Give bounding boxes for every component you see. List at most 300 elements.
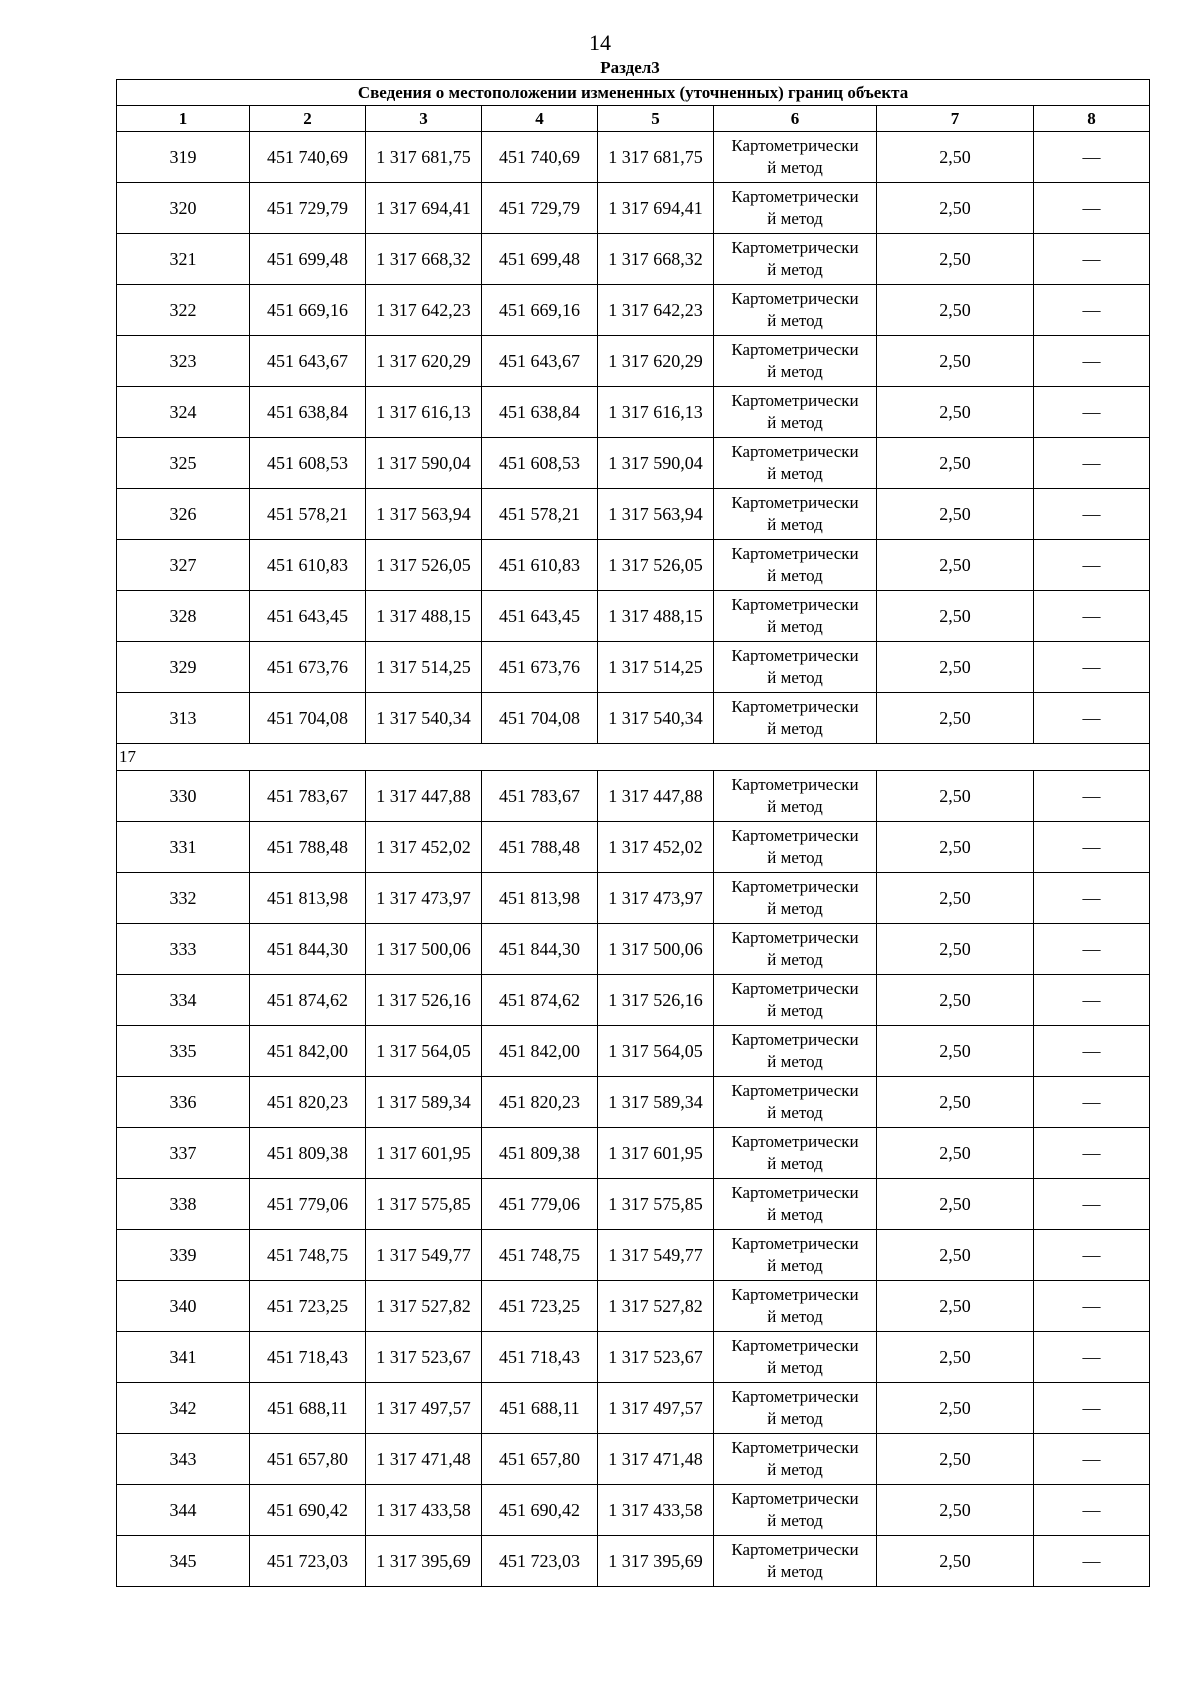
table-row: [117, 489, 1150, 540]
point-number-cell: 325: [117, 438, 250, 489]
page-number: 14: [589, 30, 611, 55]
y-existing-cell: 1 317 575,85: [366, 1179, 482, 1230]
y-existing-cell: 1 317 500,06: [366, 924, 482, 975]
table-row: [117, 873, 1150, 924]
note-cell: —: [1034, 489, 1150, 540]
point-number-cell: 339: [117, 1230, 250, 1281]
method-line-1: Картометрически: [731, 775, 859, 794]
note-cell: —: [1034, 975, 1150, 1026]
note-cell: —: [1034, 924, 1150, 975]
method-line-2: й метод: [767, 899, 823, 918]
x-new-cell: 451 673,76: [482, 642, 598, 693]
method-cell: [714, 1077, 877, 1128]
x-existing-cell: 451 578,21: [250, 489, 366, 540]
table-row: [117, 1230, 1150, 1281]
y-existing-cell: 1 317 601,95: [366, 1128, 482, 1179]
method-cell: [714, 1332, 877, 1383]
method-line-2: й метод: [767, 668, 823, 687]
y-existing-cell: 1 317 642,23: [366, 285, 482, 336]
point-number-cell: 338: [117, 1179, 250, 1230]
table-row: [117, 924, 1150, 975]
method-cell: [714, 975, 877, 1026]
method-line-1: Картометрически: [731, 877, 859, 896]
method-line-2: й метод: [767, 158, 823, 177]
table-row: [117, 693, 1150, 744]
note-cell: —: [1034, 1332, 1150, 1383]
method-line-2: й метод: [767, 566, 823, 585]
x-existing-cell: 451 723,25: [250, 1281, 366, 1332]
x-new-cell: 451 748,75: [482, 1230, 598, 1281]
table-body: [117, 80, 1150, 1587]
y-existing-cell: 1 317 589,34: [366, 1077, 482, 1128]
y-existing-cell: 1 317 395,69: [366, 1536, 482, 1587]
y-new-cell: 1 317 473,97: [598, 873, 714, 924]
accuracy-cell: 2,50: [877, 1332, 1034, 1383]
point-number-cell: 333: [117, 924, 250, 975]
table-row: [117, 1179, 1150, 1230]
method-cell: [714, 771, 877, 822]
point-number-cell: 342: [117, 1383, 250, 1434]
method-line-1: Картометрически: [731, 1285, 859, 1304]
method-line-2: й метод: [767, 260, 823, 279]
method-cell: [714, 489, 877, 540]
method-cell: [714, 822, 877, 873]
method-line-2: й метод: [767, 1001, 823, 1020]
x-existing-cell: 451 718,43: [250, 1332, 366, 1383]
x-new-cell: 451 842,00: [482, 1026, 598, 1077]
y-new-cell: 1 317 527,82: [598, 1281, 714, 1332]
x-existing-cell: 451 673,76: [250, 642, 366, 693]
y-existing-cell: 1 317 527,82: [366, 1281, 482, 1332]
method-line-2: й метод: [767, 1103, 823, 1122]
x-new-cell: 451 809,38: [482, 1128, 598, 1179]
method-cell: [714, 387, 877, 438]
note-cell: —: [1034, 1485, 1150, 1536]
y-existing-cell: 1 317 563,94: [366, 489, 482, 540]
y-existing-cell: 1 317 471,48: [366, 1434, 482, 1485]
point-number-cell: 332: [117, 873, 250, 924]
x-new-cell: 451 820,23: [482, 1077, 598, 1128]
accuracy-cell: 2,50: [877, 1281, 1034, 1332]
table-row: [117, 183, 1150, 234]
x-existing-cell: 451 638,84: [250, 387, 366, 438]
method-cell: [714, 1230, 877, 1281]
point-number-cell: 343: [117, 1434, 250, 1485]
note-cell: —: [1034, 285, 1150, 336]
x-existing-cell: 451 657,80: [250, 1434, 366, 1485]
y-existing-cell: 1 317 590,04: [366, 438, 482, 489]
contour-label: 17: [117, 744, 1150, 771]
point-number-cell: 321: [117, 234, 250, 285]
method-line-2: й метод: [767, 1307, 823, 1326]
method-cell: [714, 285, 877, 336]
table-row: [117, 975, 1150, 1026]
x-new-cell: 451 688,11: [482, 1383, 598, 1434]
x-new-cell: 451 729,79: [482, 183, 598, 234]
x-existing-cell: 451 813,98: [250, 873, 366, 924]
accuracy-cell: 2,50: [877, 771, 1034, 822]
method-line-1: Картометрически: [731, 1030, 859, 1049]
point-number-cell: 340: [117, 1281, 250, 1332]
method-line-1: Картометрически: [731, 1438, 859, 1457]
y-new-cell: 1 317 452,02: [598, 822, 714, 873]
point-number-cell: 327: [117, 540, 250, 591]
method-line-1: Картометрически: [731, 979, 859, 998]
note-cell: —: [1034, 591, 1150, 642]
x-new-cell: 451 788,48: [482, 822, 598, 873]
method-line-2: й метод: [767, 362, 823, 381]
table-row: [117, 591, 1150, 642]
point-number-cell: 335: [117, 1026, 250, 1077]
y-existing-cell: 1 317 497,57: [366, 1383, 482, 1434]
x-new-cell: 451 723,25: [482, 1281, 598, 1332]
y-existing-cell: 1 317 473,97: [366, 873, 482, 924]
x-existing-cell: 451 704,08: [250, 693, 366, 744]
y-new-cell: 1 317 540,34: [598, 693, 714, 744]
method-line-2: й метод: [767, 464, 823, 483]
y-existing-cell: 1 317 694,41: [366, 183, 482, 234]
method-line-1: Картометрически: [731, 1540, 859, 1559]
accuracy-cell: 2,50: [877, 1434, 1034, 1485]
accuracy-cell: 2,50: [877, 1230, 1034, 1281]
y-new-cell: 1 317 433,58: [598, 1485, 714, 1536]
table-row: [117, 1281, 1150, 1332]
y-new-cell: 1 317 500,06: [598, 924, 714, 975]
note-cell: —: [1034, 336, 1150, 387]
note-cell: —: [1034, 1128, 1150, 1179]
y-existing-cell: 1 317 681,75: [366, 132, 482, 183]
method-line-2: й метод: [767, 1562, 823, 1581]
x-existing-cell: 451 699,48: [250, 234, 366, 285]
method-line-2: й метод: [767, 1205, 823, 1224]
y-existing-cell: 1 317 620,29: [366, 336, 482, 387]
method-line-2: й метод: [767, 1052, 823, 1071]
y-existing-cell: 1 317 433,58: [366, 1485, 482, 1536]
accuracy-cell: 2,50: [877, 1536, 1034, 1587]
method-cell: [714, 1485, 877, 1536]
method-cell: [714, 693, 877, 744]
y-existing-cell: 1 317 514,25: [366, 642, 482, 693]
method-line-1: Картометрически: [731, 646, 859, 665]
y-new-cell: 1 317 694,41: [598, 183, 714, 234]
note-cell: —: [1034, 642, 1150, 693]
y-new-cell: 1 317 563,94: [598, 489, 714, 540]
method-cell: [714, 1383, 877, 1434]
column-number: 4: [482, 106, 598, 132]
note-cell: —: [1034, 132, 1150, 183]
x-existing-cell: 451 740,69: [250, 132, 366, 183]
y-new-cell: 1 317 526,16: [598, 975, 714, 1026]
note-cell: —: [1034, 873, 1150, 924]
accuracy-cell: 2,50: [877, 234, 1034, 285]
x-existing-cell: 451 779,06: [250, 1179, 366, 1230]
x-new-cell: 451 704,08: [482, 693, 598, 744]
table-row: [117, 1332, 1150, 1383]
method-line-2: й метод: [767, 515, 823, 534]
accuracy-cell: 2,50: [877, 975, 1034, 1026]
point-number-cell: 331: [117, 822, 250, 873]
x-new-cell: 451 874,62: [482, 975, 598, 1026]
table-row: [117, 771, 1150, 822]
y-new-cell: 1 317 447,88: [598, 771, 714, 822]
x-existing-cell: 451 748,75: [250, 1230, 366, 1281]
accuracy-cell: 2,50: [877, 438, 1034, 489]
x-existing-cell: 451 783,67: [250, 771, 366, 822]
method-line-2: й метод: [767, 1358, 823, 1377]
method-line-1: Картометрически: [731, 697, 859, 716]
method-cell: [714, 1434, 877, 1485]
method-cell: [714, 1281, 877, 1332]
y-new-cell: 1 317 523,67: [598, 1332, 714, 1383]
method-cell: [714, 132, 877, 183]
column-number: 6: [714, 106, 877, 132]
method-line-2: й метод: [767, 950, 823, 969]
y-new-cell: 1 317 616,13: [598, 387, 714, 438]
accuracy-cell: 2,50: [877, 336, 1034, 387]
y-existing-cell: 1 317 668,32: [366, 234, 482, 285]
point-number-cell: 344: [117, 1485, 250, 1536]
accuracy-cell: 2,50: [877, 489, 1034, 540]
accuracy-cell: 2,50: [877, 822, 1034, 873]
method-cell: [714, 540, 877, 591]
y-new-cell: 1 317 575,85: [598, 1179, 714, 1230]
contour-group-row: [117, 744, 1150, 771]
method-cell: [714, 1026, 877, 1077]
x-existing-cell: 451 788,48: [250, 822, 366, 873]
note-cell: —: [1034, 1077, 1150, 1128]
x-existing-cell: 451 874,62: [250, 975, 366, 1026]
table-row: [117, 1434, 1150, 1485]
y-new-cell: 1 317 601,95: [598, 1128, 714, 1179]
method-line-1: Картометрически: [731, 595, 859, 614]
method-line-2: й метод: [767, 1409, 823, 1428]
table-row: [117, 1485, 1150, 1536]
column-number: 5: [598, 106, 714, 132]
y-existing-cell: 1 317 540,34: [366, 693, 482, 744]
point-number-cell: 326: [117, 489, 250, 540]
table-row: [117, 387, 1150, 438]
x-new-cell: 451 643,45: [482, 591, 598, 642]
x-new-cell: 451 608,53: [482, 438, 598, 489]
method-line-1: Картометрически: [731, 928, 859, 947]
column-number: 2: [250, 106, 366, 132]
note-cell: —: [1034, 1026, 1150, 1077]
method-line-2: й метод: [767, 209, 823, 228]
method-line-1: Картометрически: [731, 442, 859, 461]
y-existing-cell: 1 317 526,05: [366, 540, 482, 591]
table-title: Сведения о местоположении измененных (уточненных) границ объекта: [117, 80, 1150, 106]
accuracy-cell: 2,50: [877, 591, 1034, 642]
x-new-cell: 451 699,48: [482, 234, 598, 285]
method-line-1: Картометрически: [731, 1336, 859, 1355]
coordinates-table: [116, 79, 1150, 1587]
method-line-1: Картометрически: [731, 340, 859, 359]
column-number: 1: [117, 106, 250, 132]
method-line-2: й метод: [767, 1256, 823, 1275]
point-number-cell: 323: [117, 336, 250, 387]
method-line-2: й метод: [767, 797, 823, 816]
method-line-1: Картометрически: [731, 1489, 859, 1508]
method-line-1: Картометрически: [731, 826, 859, 845]
note-cell: —: [1034, 387, 1150, 438]
x-existing-cell: 451 809,38: [250, 1128, 366, 1179]
point-number-cell: 319: [117, 132, 250, 183]
column-number: 3: [366, 106, 482, 132]
method-line-2: й метод: [767, 311, 823, 330]
table-row: [117, 822, 1150, 873]
table-row: [117, 1077, 1150, 1128]
note-cell: —: [1034, 1383, 1150, 1434]
y-new-cell: 1 317 497,57: [598, 1383, 714, 1434]
y-existing-cell: 1 317 447,88: [366, 771, 482, 822]
note-cell: —: [1034, 1536, 1150, 1587]
accuracy-cell: 2,50: [877, 642, 1034, 693]
x-existing-cell: 451 820,23: [250, 1077, 366, 1128]
x-new-cell: 451 669,16: [482, 285, 598, 336]
x-new-cell: 451 718,43: [482, 1332, 598, 1383]
table-row: [117, 336, 1150, 387]
x-new-cell: 451 657,80: [482, 1434, 598, 1485]
note-cell: —: [1034, 1281, 1150, 1332]
method-line-1: Картометрически: [731, 187, 859, 206]
x-new-cell: 451 813,98: [482, 873, 598, 924]
method-line-1: Картометрически: [731, 1387, 859, 1406]
x-new-cell: 451 643,67: [482, 336, 598, 387]
x-new-cell: 451 844,30: [482, 924, 598, 975]
accuracy-cell: 2,50: [877, 540, 1034, 591]
point-number-cell: 330: [117, 771, 250, 822]
accuracy-cell: 2,50: [877, 1077, 1034, 1128]
x-existing-cell: 451 844,30: [250, 924, 366, 975]
column-numbers-row: [117, 106, 1150, 132]
method-line-1: Картометрически: [731, 1081, 859, 1100]
column-number: 8: [1034, 106, 1150, 132]
table-row: [117, 1383, 1150, 1434]
method-line-1: Картометрически: [731, 1234, 859, 1253]
table-title-row: [117, 80, 1150, 106]
x-new-cell: 451 783,67: [482, 771, 598, 822]
method-line-1: Картометрически: [731, 544, 859, 563]
y-new-cell: 1 317 590,04: [598, 438, 714, 489]
table-row: [117, 540, 1150, 591]
y-existing-cell: 1 317 549,77: [366, 1230, 482, 1281]
accuracy-cell: 2,50: [877, 873, 1034, 924]
y-new-cell: 1 317 471,48: [598, 1434, 714, 1485]
y-new-cell: 1 317 668,32: [598, 234, 714, 285]
accuracy-cell: 2,50: [877, 387, 1034, 438]
method-line-2: й метод: [767, 848, 823, 867]
y-existing-cell: 1 317 452,02: [366, 822, 482, 873]
note-cell: —: [1034, 1230, 1150, 1281]
x-existing-cell: 451 842,00: [250, 1026, 366, 1077]
x-existing-cell: 451 729,79: [250, 183, 366, 234]
point-number-cell: 345: [117, 1536, 250, 1587]
x-existing-cell: 451 643,45: [250, 591, 366, 642]
point-number-cell: 334: [117, 975, 250, 1026]
table-row: [117, 438, 1150, 489]
point-number-cell: 313: [117, 693, 250, 744]
y-new-cell: 1 317 564,05: [598, 1026, 714, 1077]
point-number-cell: 324: [117, 387, 250, 438]
accuracy-cell: 2,50: [877, 693, 1034, 744]
point-number-cell: 322: [117, 285, 250, 336]
x-new-cell: 451 723,03: [482, 1536, 598, 1587]
method-line-1: Картометрически: [731, 136, 859, 155]
point-number-cell: 329: [117, 642, 250, 693]
accuracy-cell: 2,50: [877, 1179, 1034, 1230]
y-existing-cell: 1 317 523,67: [366, 1332, 482, 1383]
y-existing-cell: 1 317 488,15: [366, 591, 482, 642]
x-existing-cell: 451 688,11: [250, 1383, 366, 1434]
note-cell: —: [1034, 234, 1150, 285]
method-line-2: й метод: [767, 1154, 823, 1173]
y-new-cell: 1 317 514,25: [598, 642, 714, 693]
x-new-cell: 451 578,21: [482, 489, 598, 540]
accuracy-cell: 2,50: [877, 1128, 1034, 1179]
method-cell: [714, 183, 877, 234]
method-cell: [714, 1179, 877, 1230]
method-cell: [714, 1128, 877, 1179]
note-cell: —: [1034, 771, 1150, 822]
method-line-1: Картометрически: [731, 238, 859, 257]
point-number-cell: 337: [117, 1128, 250, 1179]
note-cell: —: [1034, 693, 1150, 744]
method-line-2: й метод: [767, 413, 823, 432]
x-new-cell: 451 690,42: [482, 1485, 598, 1536]
y-existing-cell: 1 317 564,05: [366, 1026, 482, 1077]
method-cell: [714, 438, 877, 489]
table-row: [117, 132, 1150, 183]
method-line-1: Картометрически: [731, 1132, 859, 1151]
accuracy-cell: 2,50: [877, 132, 1034, 183]
section-title: Раздел3: [600, 58, 660, 77]
y-new-cell: 1 317 681,75: [598, 132, 714, 183]
y-new-cell: 1 317 488,15: [598, 591, 714, 642]
x-existing-cell: 451 690,42: [250, 1485, 366, 1536]
x-existing-cell: 451 643,67: [250, 336, 366, 387]
method-line-1: Картометрически: [731, 493, 859, 512]
method-cell: [714, 873, 877, 924]
point-number-cell: 320: [117, 183, 250, 234]
x-existing-cell: 451 669,16: [250, 285, 366, 336]
method-cell: [714, 336, 877, 387]
table-row: [117, 1536, 1150, 1587]
method-line-2: й метод: [767, 617, 823, 636]
table-row: [117, 285, 1150, 336]
column-number: 7: [877, 106, 1034, 132]
method-line-2: й метод: [767, 1511, 823, 1530]
accuracy-cell: 2,50: [877, 1383, 1034, 1434]
y-existing-cell: 1 317 526,16: [366, 975, 482, 1026]
accuracy-cell: 2,50: [877, 183, 1034, 234]
method-line-1: Картометрически: [731, 289, 859, 308]
point-number-cell: 328: [117, 591, 250, 642]
table-row: [117, 642, 1150, 693]
x-new-cell: 451 779,06: [482, 1179, 598, 1230]
method-line-2: й метод: [767, 1460, 823, 1479]
accuracy-cell: 2,50: [877, 285, 1034, 336]
note-cell: —: [1034, 438, 1150, 489]
y-new-cell: 1 317 620,29: [598, 336, 714, 387]
x-existing-cell: 451 608,53: [250, 438, 366, 489]
note-cell: —: [1034, 1434, 1150, 1485]
table-row: [117, 1026, 1150, 1077]
accuracy-cell: 2,50: [877, 924, 1034, 975]
y-existing-cell: 1 317 616,13: [366, 387, 482, 438]
point-number-cell: 336: [117, 1077, 250, 1128]
x-existing-cell: 451 723,03: [250, 1536, 366, 1587]
x-new-cell: 451 740,69: [482, 132, 598, 183]
